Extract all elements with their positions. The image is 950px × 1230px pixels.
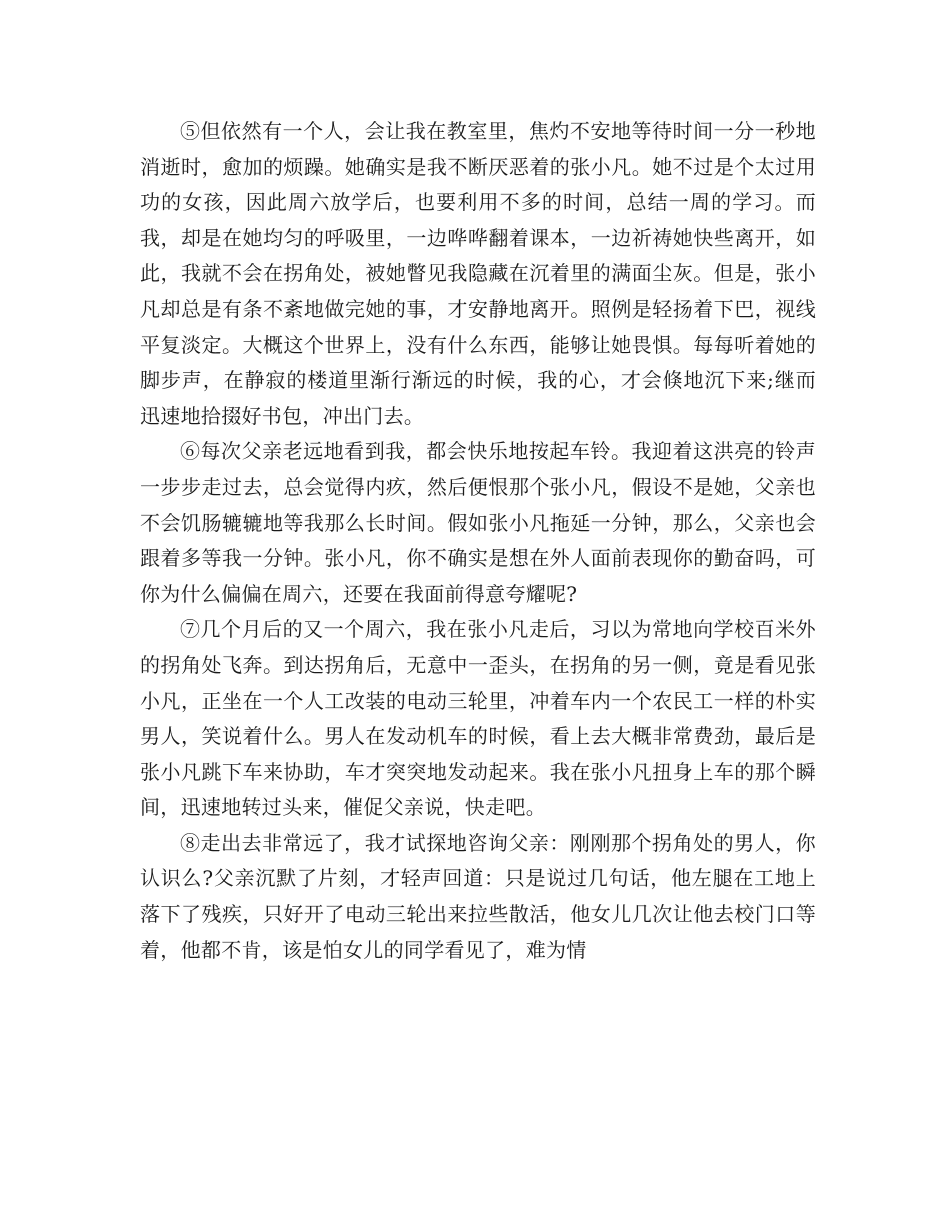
paragraph-5: ⑤但依然有一个人，会让我在教室里，焦灼不安地等待时间一分一秒地消逝时，愈加的烦躁。她确实是我不断厌恶着的张小凡。她不过是个太过用功的女孩，因此周六放学后，也要利用不多的时间，总结一周的学习。而我，却是在她均匀的呼吸里，一边哗哗翻着课本，一边祈祷她快些离开，如此，我就不会在拐角处，被她瞥见我隐藏在沉着里的满面尘灰。但是，张小凡却总是有条不紊地做完她的事，才安静地离开。照例是轻扬着下巴，视线平复淡定。大概这个世界上，没有什么东西，能够让她畏惧。每每听着她的脚步声，在静寂的楼道里渐行渐远的时候，我的心，才会倏地沉下来;继而迅速地拾掇好书包，冲出门去。 [140,119,816,428]
paragraph-6: ⑥每次父亲老远地看到我，都会快乐地按起车铃。我迎着这洪亮的铃声一步步走过去，总会觉得内疚，然后便恨那个张小凡，假设不是她，父亲也不会饥肠辘辘地等我那么长时间。假如张小凡拖延一分钟，那么，父亲也会跟着多等我一分钟。张小凡，你不确实是想在外人面前表现你的勤奋吗，可你为什么偏偏在周六，还要在我面前得意夸耀呢? [140,439,816,606]
paragraph-8: ⑧走出去非常远了，我才试探地咨询父亲：刚刚那个拐角处的男人，你认识么?父亲沉默了片刻，才轻声回道：只是说过几句话，他左腿在工地上落下了残疾，只好开了电动三轮出来拉些散活，他女儿几次让他去校门口等着，他都不肯，该是怕女儿的同学看见了，难为情 [140,830,816,962]
paragraph-7: ⑦几个月后的又一个周六，我在张小凡走后，习以为常地向学校百米外的拐角处飞奔。到达拐角后，无意中一歪头，在拐角的另一侧，竟是看见张小凡，正坐在一个人工改装的电动三轮里，冲着车内一个农民工一样的朴实男人，笑说着什么。男人在发动机车的时候，看上去大概非常费劲，最后是张小凡跳下车来协助，车才突突地发动起来。我在张小凡扭身上车的那个瞬间，迅速地转过头来，催促父亲说，快走吧。 [140,617,816,820]
document-body [140,114,816,968]
